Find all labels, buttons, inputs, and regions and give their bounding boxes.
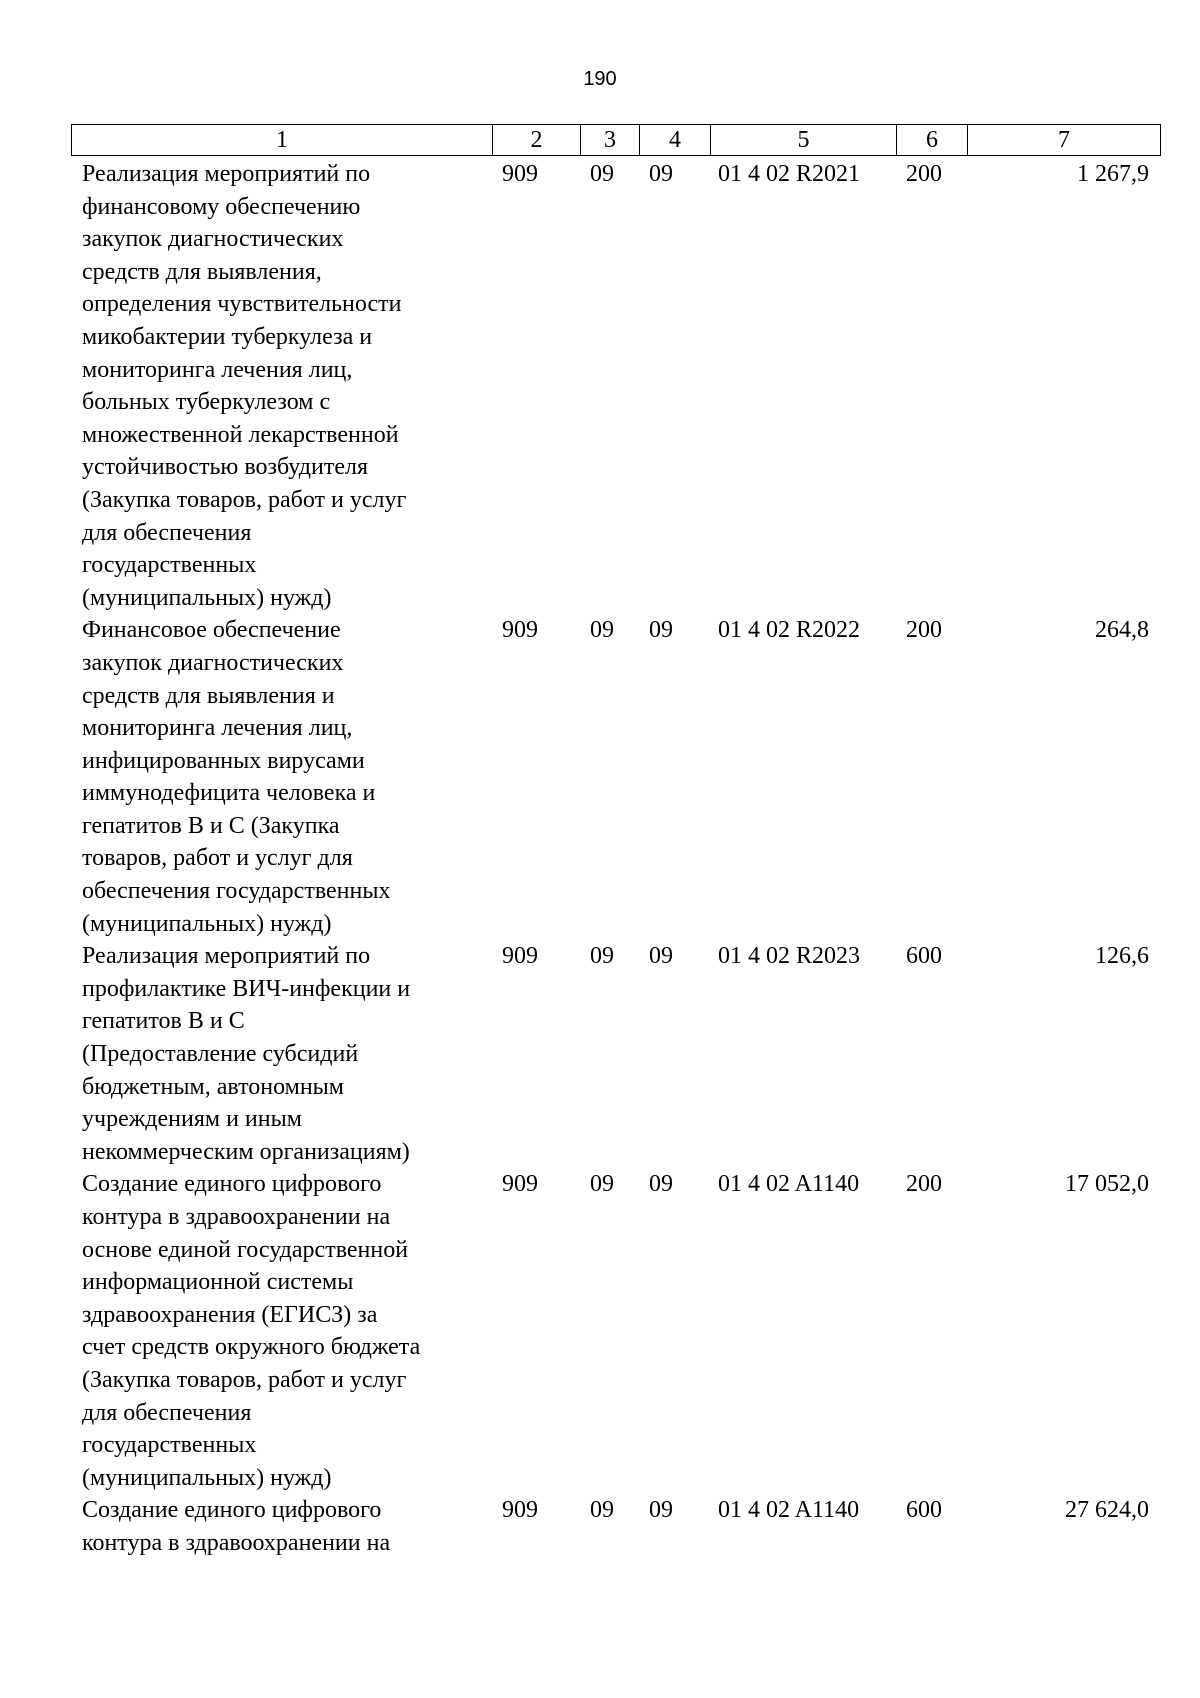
row-description: Реализация мероприятий по финансовому обеспечению закупок диагностических средств для выявления, определения чувствительности микобактерии туберкулеза и мониторинга лечения лиц, больных туберкулезом с множественной лекарственной устойчивостью возбудителя (Закупка товаров, работ и услуг для обеспечения государственных (муниципальных) нужд) bbox=[82, 161, 407, 611]
column-header-1: 1 bbox=[72, 125, 493, 156]
row-target-article: 01 4 02 R2023 bbox=[718, 943, 861, 970]
row-description: Финансовое обеспечение закупок диагностических средств для выявления и мониторинга лечения лиц, инфицированных вирусами иммунодефицита человека и гепатитов B и C (Закупка товаров, работ и услуг для обеспечения государственных (муниципальных) нужд) bbox=[82, 617, 391, 937]
row-expense-type: 200 bbox=[906, 1171, 942, 1198]
row-target-article: 01 4 02 A1140 bbox=[718, 1171, 860, 1198]
column-header-2: 2 bbox=[493, 125, 581, 156]
row-target-article: 01 4 02 A1140 bbox=[718, 1497, 860, 1524]
row-description: Создание единого цифрового контура в здравоохранении на bbox=[82, 1497, 391, 1556]
row-amount: 17 052,0 bbox=[1065, 1171, 1149, 1198]
row-section-code: 09 bbox=[590, 161, 614, 187]
column-header-table bbox=[71, 124, 1161, 156]
row-ministry-code: 909 bbox=[502, 161, 538, 187]
column-header-7: 7 bbox=[968, 125, 1161, 156]
row-amount: 264,8 bbox=[1095, 617, 1149, 644]
row-subsection-code: 09 bbox=[649, 161, 673, 187]
row-subsection-code: 09 bbox=[649, 1497, 673, 1524]
page-number: 190 bbox=[583, 68, 617, 90]
column-header-3: 3 bbox=[581, 125, 640, 156]
row-amount: 27 624,0 bbox=[1065, 1497, 1149, 1524]
column-header-5: 5 bbox=[711, 125, 897, 156]
table-row bbox=[71, 1168, 1160, 1494]
budget-table bbox=[71, 158, 1160, 1560]
row-subsection-code: 09 bbox=[649, 943, 673, 970]
row-ministry-code: 909 bbox=[502, 1171, 538, 1198]
row-subsection-code: 09 bbox=[649, 1171, 673, 1198]
row-section-code: 09 bbox=[590, 1497, 614, 1524]
table-row bbox=[71, 940, 1160, 1168]
row-description: Создание единого цифрового контура в здравоохранении на основе единой государственной информационной системы здравоохранения (ЕГИСЗ) за счет средств окружного бюджета (Закупка товаров, работ и услуг для обеспечения государственных (муниципальных) нужд) bbox=[82, 1171, 421, 1491]
row-section-code: 09 bbox=[590, 943, 614, 970]
table-row bbox=[71, 614, 1160, 940]
row-section-code: 09 bbox=[590, 617, 614, 644]
row-expense-type: 200 bbox=[906, 617, 942, 644]
row-target-article: 01 4 02 R2022 bbox=[718, 617, 861, 644]
row-ministry-code: 909 bbox=[502, 617, 538, 644]
row-subsection-code: 09 bbox=[649, 617, 673, 644]
row-expense-type: 600 bbox=[906, 1497, 942, 1524]
table-row bbox=[71, 1494, 1160, 1559]
row-amount: 126,6 bbox=[1095, 943, 1149, 970]
row-expense-type: 200 bbox=[906, 161, 942, 187]
row-amount: 1 267,9 bbox=[1077, 161, 1149, 187]
row-ministry-code: 909 bbox=[502, 943, 538, 970]
row-description: Реализация мероприятий по профилактике ВИЧ-инфекции и гепатитов B и C (Предоставление субсидий бюджетным, автономным учреждениям и иным некоммерческим организациям) bbox=[82, 943, 411, 1165]
column-header-row bbox=[72, 125, 1161, 156]
row-ministry-code: 909 bbox=[502, 1497, 538, 1524]
row-section-code: 09 bbox=[590, 1171, 614, 1198]
table-row bbox=[71, 158, 1160, 614]
row-target-article: 01 4 02 R2021 bbox=[718, 161, 861, 187]
column-header-6: 6 bbox=[897, 125, 968, 156]
column-header-4: 4 bbox=[640, 125, 711, 156]
row-expense-type: 600 bbox=[906, 943, 942, 970]
